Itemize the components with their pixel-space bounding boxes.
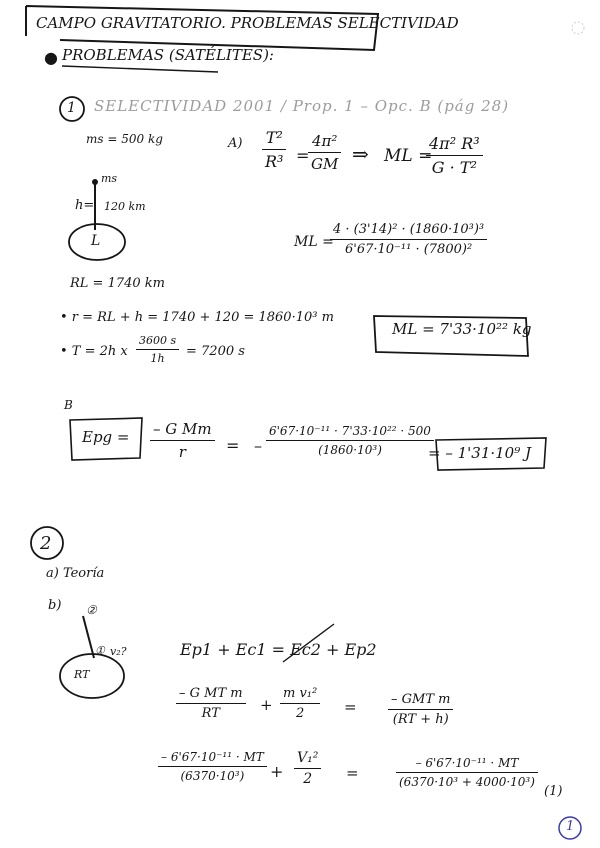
t-calc-start: • T = 2h x [60, 344, 128, 359]
ml-formula-den: G · T² [431, 158, 477, 177]
epg-formula-num: – G Mm [153, 420, 212, 438]
kepler-eq-sign: = [296, 146, 310, 165]
corner-mark [572, 22, 584, 34]
eq3-mid-den: 2 [303, 771, 313, 787]
diagram1-h-value: 120 km [104, 200, 146, 213]
kepler-lhs-num: T² [265, 128, 283, 147]
ml-sub-fraction [330, 222, 487, 257]
kepler-mid-num: 4π² [311, 132, 338, 150]
eq2-mid-den: 2 [295, 706, 305, 721]
diagram1-h-label: h= [75, 198, 95, 213]
epg-eq-sign: = [226, 436, 240, 455]
problem2-part-a: a) Teoría [46, 566, 105, 581]
diagram2-earth [60, 654, 124, 698]
implies-arrow: ⇒ [352, 142, 369, 166]
eq2-mid-fraction [280, 686, 320, 721]
eq2-lhs-den: RT [201, 706, 220, 721]
eq2-equals: = [344, 698, 357, 716]
eq2-mid-num: m v₁² [283, 686, 318, 701]
part-b-label: B [64, 398, 73, 412]
t-calc-end: = 7200 s [186, 344, 245, 359]
energy-conservation-eq: Ep1 + Ec1 = Ec2 + Ep2 [180, 640, 377, 659]
t-frac-num: 3600 s [139, 334, 177, 347]
part-a-label: A) [228, 136, 243, 151]
kepler-lhs-den: R³ [265, 152, 284, 171]
section-title: PROBLEMAS (SATÉLITES): [62, 46, 274, 64]
ml-sub-num: 4 · (3'14)² · (1860·10³)³ [333, 222, 485, 237]
page-number: 1 [566, 819, 575, 834]
epg-formula-den: r [178, 443, 186, 461]
diagram2-point1: ① [95, 644, 105, 657]
problem1-number: 1 [67, 100, 76, 116]
problem1-reference: SELECTIVIDAD 2001 / Prop. 1 – Opc. B (pág 28) [94, 97, 510, 115]
epg-sub-den: (1860·10³) [318, 443, 382, 457]
epg-result: = – 1'31·10⁹ J [428, 444, 532, 462]
r-calculation: • r = RL + h = 1740 + 120 = 1860·10³ m [60, 310, 334, 325]
section-underline [62, 66, 218, 72]
page-title: CAMPO GRAVITATORIO. PROBLEMAS SELECTIVIDAD [36, 14, 459, 32]
diagram1-ms-label: ms [101, 172, 118, 185]
diagram1-satellite [92, 179, 98, 185]
epg-label: Epg = [82, 428, 130, 446]
eq2-rhs-fraction [388, 692, 453, 727]
section-bullet: ● [44, 48, 58, 67]
ml-sub-label: ML = [294, 234, 334, 250]
epg-sub-fraction [266, 424, 434, 457]
eq3-rhs-den: (6370·10³ + 4000·10³) [399, 775, 535, 789]
rl-value: RL = 1740 km [70, 276, 165, 291]
diagram2-earth-label: RT [74, 668, 90, 681]
epg-sub-num: 6'67·10⁻¹¹ · 7'33·10²² · 500 [269, 424, 431, 438]
eq3-lhs-fraction [158, 750, 267, 783]
ml-label: ML = [384, 146, 433, 166]
epg-minus: – [254, 436, 262, 455]
diagram2-trajectory [83, 616, 94, 658]
ml-sub-den: 6'67·10⁻¹¹ · (7800)² [344, 242, 473, 257]
eq3-rhs-fraction [396, 756, 538, 789]
eq3-mid-fraction [294, 750, 321, 787]
eq3-lhs-num: – 6'67·10⁻¹¹ · MT [161, 750, 264, 764]
eq3-lhs-den: (6370·10³) [180, 769, 245, 783]
kepler-lhs-fraction [262, 128, 286, 171]
diagram2-point2: ② [86, 603, 97, 617]
eq2-plus: + [260, 696, 273, 714]
eq3-mid-num: V₁² [297, 750, 319, 766]
eq3-plus: + [270, 762, 284, 781]
ml-result: ML = 7'33·10²² kg [392, 320, 532, 338]
problem2-part-b: b) [48, 598, 62, 613]
epg-formula-fraction [150, 420, 215, 461]
t-frac-den: 1h [150, 352, 165, 365]
problem1-ms: ms = 500 kg [86, 132, 163, 146]
eq2-lhs-num: – G MT m [179, 686, 243, 701]
eq2-rhs-num: – GMT m [391, 692, 451, 707]
eq3-equals: = [346, 764, 359, 782]
ml-formula-num: 4π² R³ [429, 134, 480, 153]
diagram1-moon-label: L [91, 233, 101, 249]
t-conversion-fraction [136, 334, 179, 365]
eq3-rhs-num: – 6'67·10⁻¹¹ · MT [415, 756, 519, 770]
diagram2-velocity: v₂? [110, 645, 127, 658]
eq2-rhs-den: (RT + h) [392, 712, 449, 727]
kepler-mid-den: GM [311, 155, 339, 173]
equation-tag: (1) [544, 784, 563, 799]
ml-formula-fraction [426, 134, 483, 177]
kepler-mid-fraction [308, 132, 341, 173]
problem2-number: 2 [40, 533, 52, 554]
eq2-lhs-fraction [176, 686, 246, 721]
